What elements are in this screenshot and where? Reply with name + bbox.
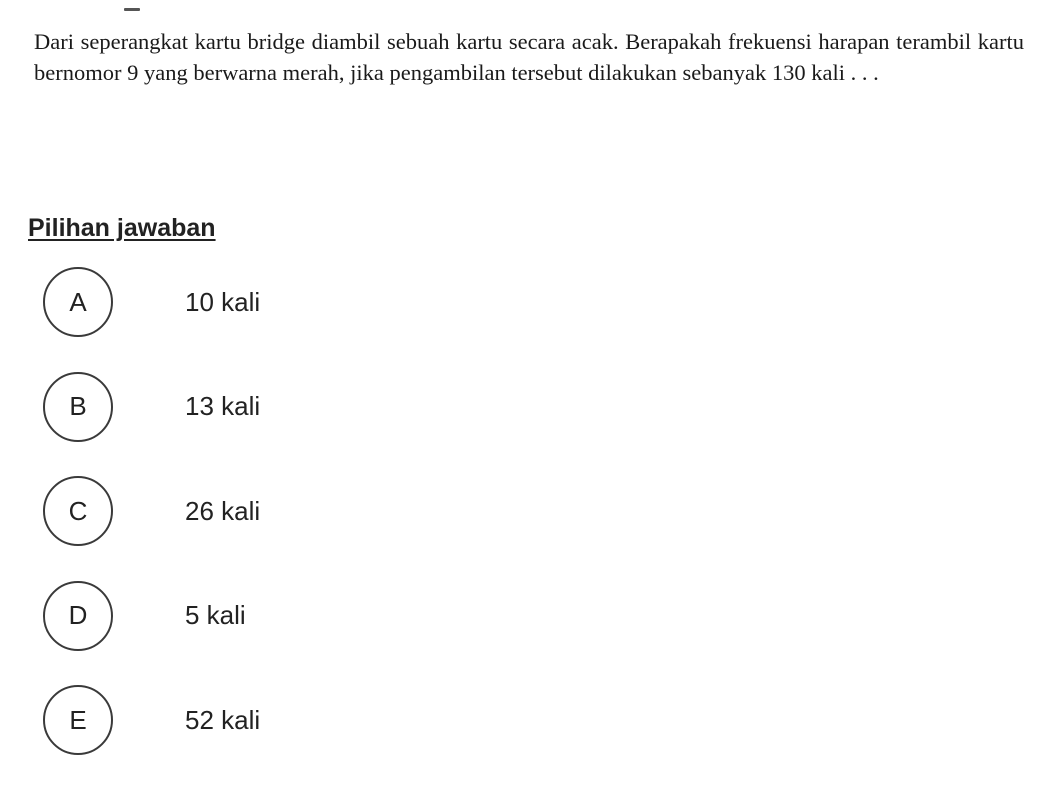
answer-options-list (43, 264, 643, 787)
option-letter-badge: A (43, 267, 113, 337)
answer-option-d[interactable] (43, 578, 643, 654)
answer-option-c[interactable] (43, 473, 643, 549)
question-text: Dari seperangkat kartu bridge diambil sebuah kartu secara acak. Berapakah frekuensi harapan terambil kartu bernomor 9 yang berwarna merah, jika pengambilan tersebut dilakukan sebanyak 130 kali . . . (34, 29, 1024, 85)
option-letter-badge: D (43, 581, 113, 651)
cropped-mark (124, 8, 140, 11)
option-letter-badge: C (43, 476, 113, 546)
option-text: 26 kali (185, 495, 261, 526)
option-text: 13 kali (185, 391, 261, 421)
option-letter-badge: B (43, 372, 113, 442)
option-letter-badge: E (43, 685, 113, 755)
answer-option-a[interactable] (43, 264, 643, 340)
option-text: 10 kali (185, 286, 261, 317)
option-text: 5 kali (185, 600, 246, 630)
answers-heading: Pilihan jawaban (28, 214, 216, 242)
question-image (0, 0, 1053, 160)
answer-option-e[interactable] (43, 682, 643, 758)
answer-option-b[interactable] (43, 369, 643, 445)
option-text: 52 kali (185, 704, 261, 735)
